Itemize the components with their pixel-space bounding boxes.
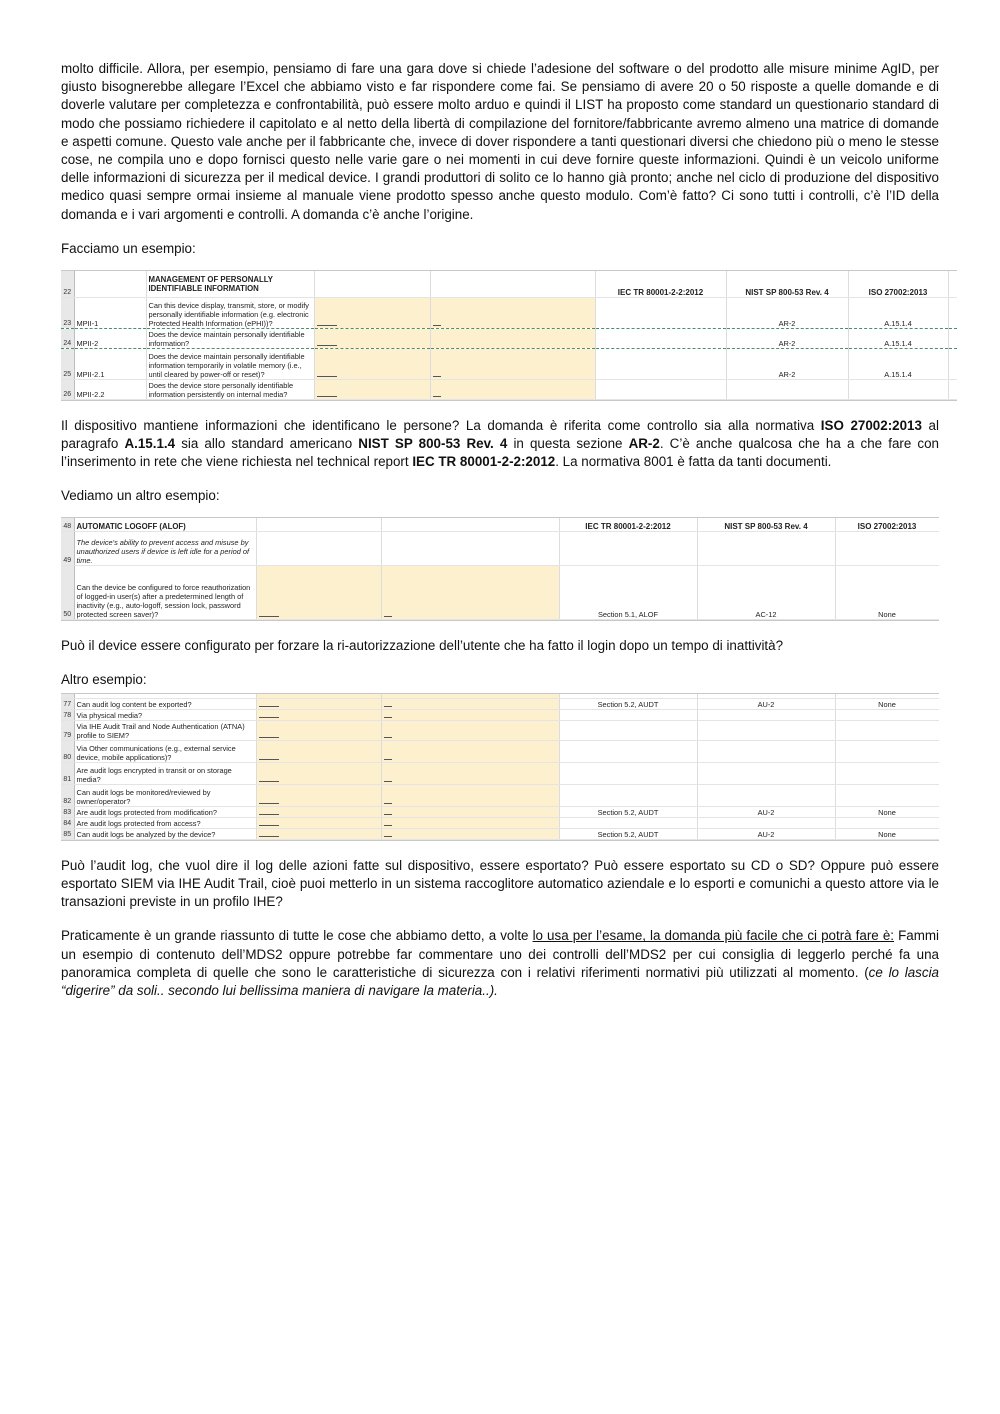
document-page: [61, 60, 939, 1000]
header-nist: NIST SP 800-53 Rev. 4: [697, 518, 835, 531]
spreadsheet-mpii: [61, 270, 957, 401]
spreadsheet-audit: [61, 693, 939, 841]
section-title: MANAGEMENT OF PERSONALLY IDENTIFIABLE INFORMATION: [146, 271, 314, 297]
table-row: 78 Via physical media?: [61, 709, 939, 720]
table-row: 84 Are audit logs protected from access?: [61, 817, 939, 828]
table-row: 49 The device's ability to prevent access and misuse by unauthorized users if device is left idle for a period of time.: [61, 531, 939, 565]
table-row: 25 MPII-2.1 Does the device maintain personally identifiable information temporarily in volatile memory (i.e., until cleared by power-off or reset)? AR-2 A.15.1.4: [61, 348, 957, 379]
table-row: 81 Are audit logs encrypted in transit or on storage media?: [61, 762, 939, 784]
header-iec: IEC TR 80001-2-2:2012: [559, 518, 697, 531]
table-row: 24 MPII-2 Does the device maintain personally identifiable information? AR-2 A.15.1.4: [61, 328, 957, 348]
table-row: 85 Can audit logs be analyzed by the device? Section 5.2, AUDT AU-2 None: [61, 828, 939, 839]
header-iec: IEC TR 80001-2-2:2012: [595, 271, 726, 297]
table-row: 83 Are audit logs protected from modification? Section 5.2, AUDT AU-2 None: [61, 806, 939, 817]
example-intro-1: Facciamo un esempio:: [61, 240, 196, 256]
example-intro-2: Vediamo un altro esempio:: [61, 488, 220, 504]
table-row: 82 Can audit logs be monitored/reviewed by owner/operator?: [61, 784, 939, 806]
paragraph-example-2: Può il device essere configurato per forzare la ri-autorizzazione dell’utente che ha fatto il login dopo un tempo di inattività?: [61, 637, 784, 653]
example-intro-3: Altro esempio:: [61, 672, 147, 688]
spreadsheet-alof: [61, 517, 939, 621]
section-title: AUTOMATIC LOGOFF (ALOF): [74, 518, 256, 531]
table-row: 77 Can audit log content be exported? Section 5.2, AUDT AU-2 None: [61, 698, 939, 709]
table-row: 23 MPII-1 Can this device display, transmit, store, or modify personally identifiable information (e.g. electronic Protected Health Information (ePHI))? AR-2 A.15.1.4: [61, 297, 957, 328]
table-row: 79 Via IHE Audit Trail and Node Authentication (ATNA) profile to SIEM?: [61, 720, 939, 740]
paragraph-conclusion: Praticamente è un grande riassunto di tutte le cose che abbiamo detto, a volte lo usa per l’esame, la domanda più facile che ci potrà fare è: Fammi un esempio di contenuto dell’MDS2 oppure potrebbe far commentare uno dei controlli dell’MDS2 per cui consiglia di leggerlo perché fa una panoramica completa di quelle che sono le caratteristiche di sicurezza con i relativi riferimenti normativi più utilizzati al momento. (ce lo lascia “digerire” da soli.. secondo lui bellissima maniera di navigare la materia..).: [61, 928, 939, 998]
paragraph-intro: molto difficile. Allora, per esempio, pensiamo di fare una gara dove si chiede l’adesione del software o del prodotto alle misure minime AgID, per giusto bisognerebbe allegare l’Excel che abbiamo visto e far rispondere come fai. Se pensiamo di avere 20 o 50 risposte a quelle domande e di doverle valutare per completezza e confrontabilità, può essere molto arduo e quindi il LIST ha proposto come standard un questionario standard di modo che possiamo richiedere il capitolato e al netto della libertà di compilazione del fornitore/fabbricante avremo almeno una matrice di domande e aspetti comune. Questo vale anche per il fabbricante che, invece di dover rispondere a tanti questionari diversi che chiedono più o meno le stesse cose, ne compila uno e dopo fornisci questo nelle varie gare o nei momenti in cui deve fornire queste informazioni. Quindi è un veicolo uniforme delle informazioni di sicurezza per il medical device. I grandi produttori di solito ce lo hanno già pronto; anche nel ciclo di produzione del dispositivo medico quasi sempre ormai insieme al manuale viene prodotto spesso anche questo modulo. Com’è fatto? Ci sono tutti i controlli, c’è l’ID della domanda e i vari argomenti e controlli. A domanda c’è anche l’origine.: [61, 61, 939, 222]
table-row: 80 Via Other communications (e.g., external service device, mobile applications)?: [61, 740, 939, 762]
table-row: 50 Can the device be configured to force reauthorization of logged-in user(s) after a predetermined length of inactivity (e.g., auto-logoff, session lock, password protected screen saver)? Section 5.1, ALOF AC-12 None: [61, 565, 939, 619]
header-iso: ISO 27002:2013: [835, 518, 939, 531]
row-number: 48: [61, 518, 74, 531]
row-number: 22: [61, 271, 74, 297]
header-iso: ISO 27002:2013: [848, 271, 948, 297]
paragraph-example-3: Può l’audit log, che vuol dire il log delle azioni fatte sul dispositivo, essere esportato? Può essere esportato su CD o SD? Oppure può essere esportato SIEM via IHE Audit Trail, cioè puoi metterlo in un sistema raccoglitore automatico aziendale e lo esporti e comunichi a questo attore via le transazioni previste in un profilo IHE?: [61, 857, 939, 910]
paragraph-example-1: Il dispositivo mantiene informazioni che identificano le persone? La domanda è riferita come controllo sia alla normativa ISO 27002:2013 al paragrafo A.15.1.4 sia allo standard americano NIST SP 800-53 Rev. 4 in questa sezione AR-2. C’è anche qualcosa che ha a che fare con l’inserimento in rete che viene richiesta nel technical report IEC TR 80001-2-2:2012. La normativa 8001 è fatta da tanti documenti.: [61, 417, 940, 469]
table-row: 26 MPII-2.2 Does the device store personally identifiable information persistently on internal media?: [61, 379, 957, 399]
header-nist: NIST SP 800-53 Rev. 4: [726, 271, 848, 297]
